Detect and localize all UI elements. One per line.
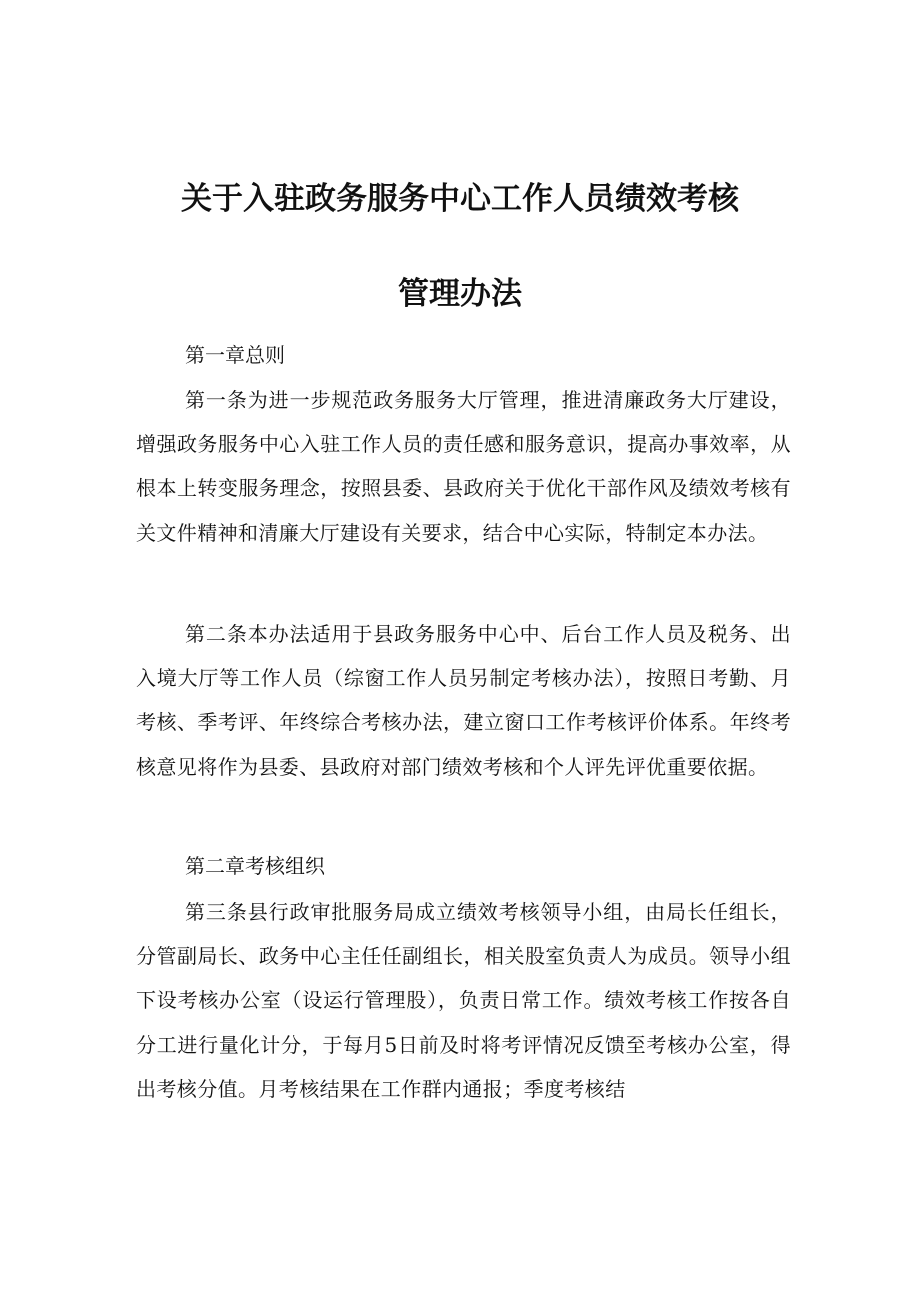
article-3-paragraph: 第三条县行政审批服务局成立绩效考核领导小组，由局长任组长，分管副局长、政务中心主任任副组长，相关股室负责人为成员。领导小组下设考核办公室（设运行管理股），负责日常工作。绩效考核工作按各自分工进行量化计分，于每月5日前及时将考评情况反馈至考核办公室，得出考核分值。月考核结果在工作群内通报；季度考核结 (136, 900, 791, 1101)
document-title-line-1: 关于入驻政务服务中心工作人员绩效考核 (181, 181, 739, 217)
article-2-paragraph: 第二条本办法适用于县政务服务中心中、后台工作人员及税务、出入境大厅等工作人员（综窗工作人员另制定考核办法），按照日考勤、月考核、季考评、年终综合考核办法，建立窗口工作考核评价体系。年终考核意见将作为县委、县政府对部门绩效考核和个人评先评优重要依据。 (136, 622, 791, 779)
chapter-1-heading: 第一章总则 (185, 343, 285, 367)
document-title-line-2: 管理办法 (398, 276, 522, 312)
chapter-2-heading: 第二章考核组织 (185, 854, 325, 878)
article-1-paragraph: 第一条为进一步规范政务服务大厅管理，推进清廉政务大厅建设，增强政务服务中心入驻工作人员的责任感和服务意识，提高办事效率，从根本上转变服务理念，按照县委、县政府关于优化干部作风及绩效考核有关文件精神和清廉大厅建设有关要求，结合中心实际，特制定本办法。 (136, 388, 791, 545)
